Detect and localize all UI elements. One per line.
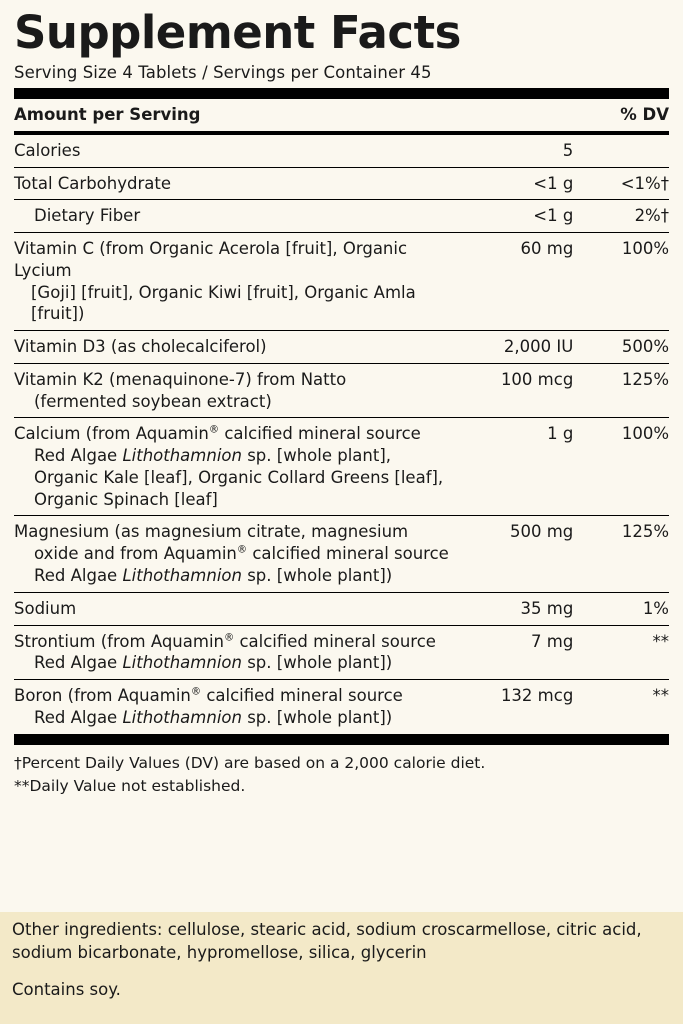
nutrient-dv: ** xyxy=(652,686,669,706)
table-row xyxy=(14,516,669,592)
header-amount-spacer xyxy=(459,99,577,131)
table-row xyxy=(14,363,669,418)
page-title: Supplement Facts xyxy=(14,6,461,59)
nutrition-rows xyxy=(14,135,669,734)
table-header-row xyxy=(14,99,669,131)
nutrient-dv: 2%† xyxy=(577,200,669,233)
nutrient-dv: 500% xyxy=(577,331,669,364)
divider-thick-bottom xyxy=(14,734,669,745)
nutrient-amount: 7 mg xyxy=(459,625,577,680)
nutrient-amount: 1 g xyxy=(459,418,577,516)
nutrient-name-line2: oxide and from Aquamin® calcified mineral source xyxy=(34,544,449,564)
table-row xyxy=(14,167,669,200)
nutrient-amount: 60 mg xyxy=(459,233,577,331)
divider-thick-top xyxy=(14,88,669,99)
table-row xyxy=(14,592,669,625)
nutrient-name: Dietary Fiber xyxy=(34,206,141,226)
table-row xyxy=(14,233,669,331)
nutrient-dv: <1%† xyxy=(577,167,669,200)
nutrient-name: Total Carbohydrate xyxy=(14,173,171,193)
footnote-daily-value-basis: †Percent Daily Values (DV) are based on a 2,000 calorie diet. xyxy=(14,753,486,772)
nutrient-name: Strontium (from Aquamin® calcified mineral source xyxy=(14,631,436,651)
nutrient-name-line3: Organic Kale [leaf], Organic Collard Greens [leaf], xyxy=(34,467,444,487)
nutrient-amount: <1 g xyxy=(459,200,577,233)
nutrient-amount: 35 mg xyxy=(459,592,577,625)
nutrient-name: Calcium (from Aquamin® calcified mineral source xyxy=(14,424,421,444)
other-ingredients-block xyxy=(12,918,672,1001)
table-row xyxy=(14,625,669,680)
table-row xyxy=(14,680,669,734)
other-ingredients-line1: Other ingredients: cellulose, stearic acid, sodium croscarmellose, citric acid, xyxy=(12,920,642,939)
nutrient-name-line4: Organic Spinach [leaf] xyxy=(34,489,218,509)
nutrient-name-line2: Red Algae Lithothamnion sp. [whole plant], xyxy=(34,446,392,466)
nutrient-name-line2: Red Algae Lithothamnion sp. [whole plant]) xyxy=(34,653,393,673)
header-percent-dv: % DV xyxy=(620,105,669,124)
table-row xyxy=(14,418,669,516)
footnote-dv-not-established: **Daily Value not established. xyxy=(14,777,246,796)
nutrient-amount: 132 mcg xyxy=(500,686,574,706)
nutrient-amount: 500 mg xyxy=(459,516,577,592)
nutrition-table xyxy=(14,99,669,131)
nutrient-dv: ** xyxy=(577,625,669,680)
nutrient-name: Sodium xyxy=(14,598,77,618)
nutrient-name: Magnesium (as magnesium citrate, magnesium xyxy=(14,522,409,542)
nutrient-name: Vitamin D3 (as cholecalciferol) xyxy=(14,337,267,357)
nutrient-name-line2: (fermented soybean extract) xyxy=(34,391,272,411)
table-row xyxy=(14,135,669,167)
nutrient-amount: 2,000 IU xyxy=(459,331,577,364)
footnotes xyxy=(14,745,669,798)
nutrient-dv xyxy=(577,135,669,167)
nutrient-dv: 100% xyxy=(577,233,669,331)
serving-size-line: Serving Size 4 Tablets / Servings per Container 45 xyxy=(14,63,432,82)
nutrient-amount: 100 mcg xyxy=(459,363,577,418)
header-amount-per-serving: Amount per Serving xyxy=(14,105,201,124)
nutrient-name-line2: [Goji] [fruit], Organic Kiwi [fruit], Organic Amla [fruit]) xyxy=(31,282,416,324)
other-ingredients-line2: sodium bicarbonate, hypromellose, silica, glycerin xyxy=(12,943,427,963)
nutrient-amount: 5 xyxy=(459,135,577,167)
nutrient-name: Vitamin K2 (menaquinone-7) from Natto xyxy=(14,369,347,389)
nutrient-name: Vitamin C (from Organic Acerola [fruit], Organic Lycium xyxy=(14,239,408,280)
nutrient-name-line3: Red Algae Lithothamnion sp. [whole plant]) xyxy=(34,566,393,586)
nutrient-name-line2: Red Algae Lithothamnion sp. [whole plant]) xyxy=(34,707,393,727)
table-row xyxy=(14,200,669,233)
nutrient-name: Boron (from Aquamin® calcified mineral source xyxy=(14,686,403,706)
nutrient-amount: <1 g xyxy=(459,167,577,200)
nutrient-dv: 125% xyxy=(577,516,669,592)
nutrient-name: Calories xyxy=(14,140,81,160)
table-row xyxy=(14,331,669,364)
nutrient-dv: 100% xyxy=(577,418,669,516)
allergen-statement: Contains soy. xyxy=(12,979,121,999)
nutrient-dv: 1% xyxy=(577,592,669,625)
nutrient-dv: 125% xyxy=(577,363,669,418)
